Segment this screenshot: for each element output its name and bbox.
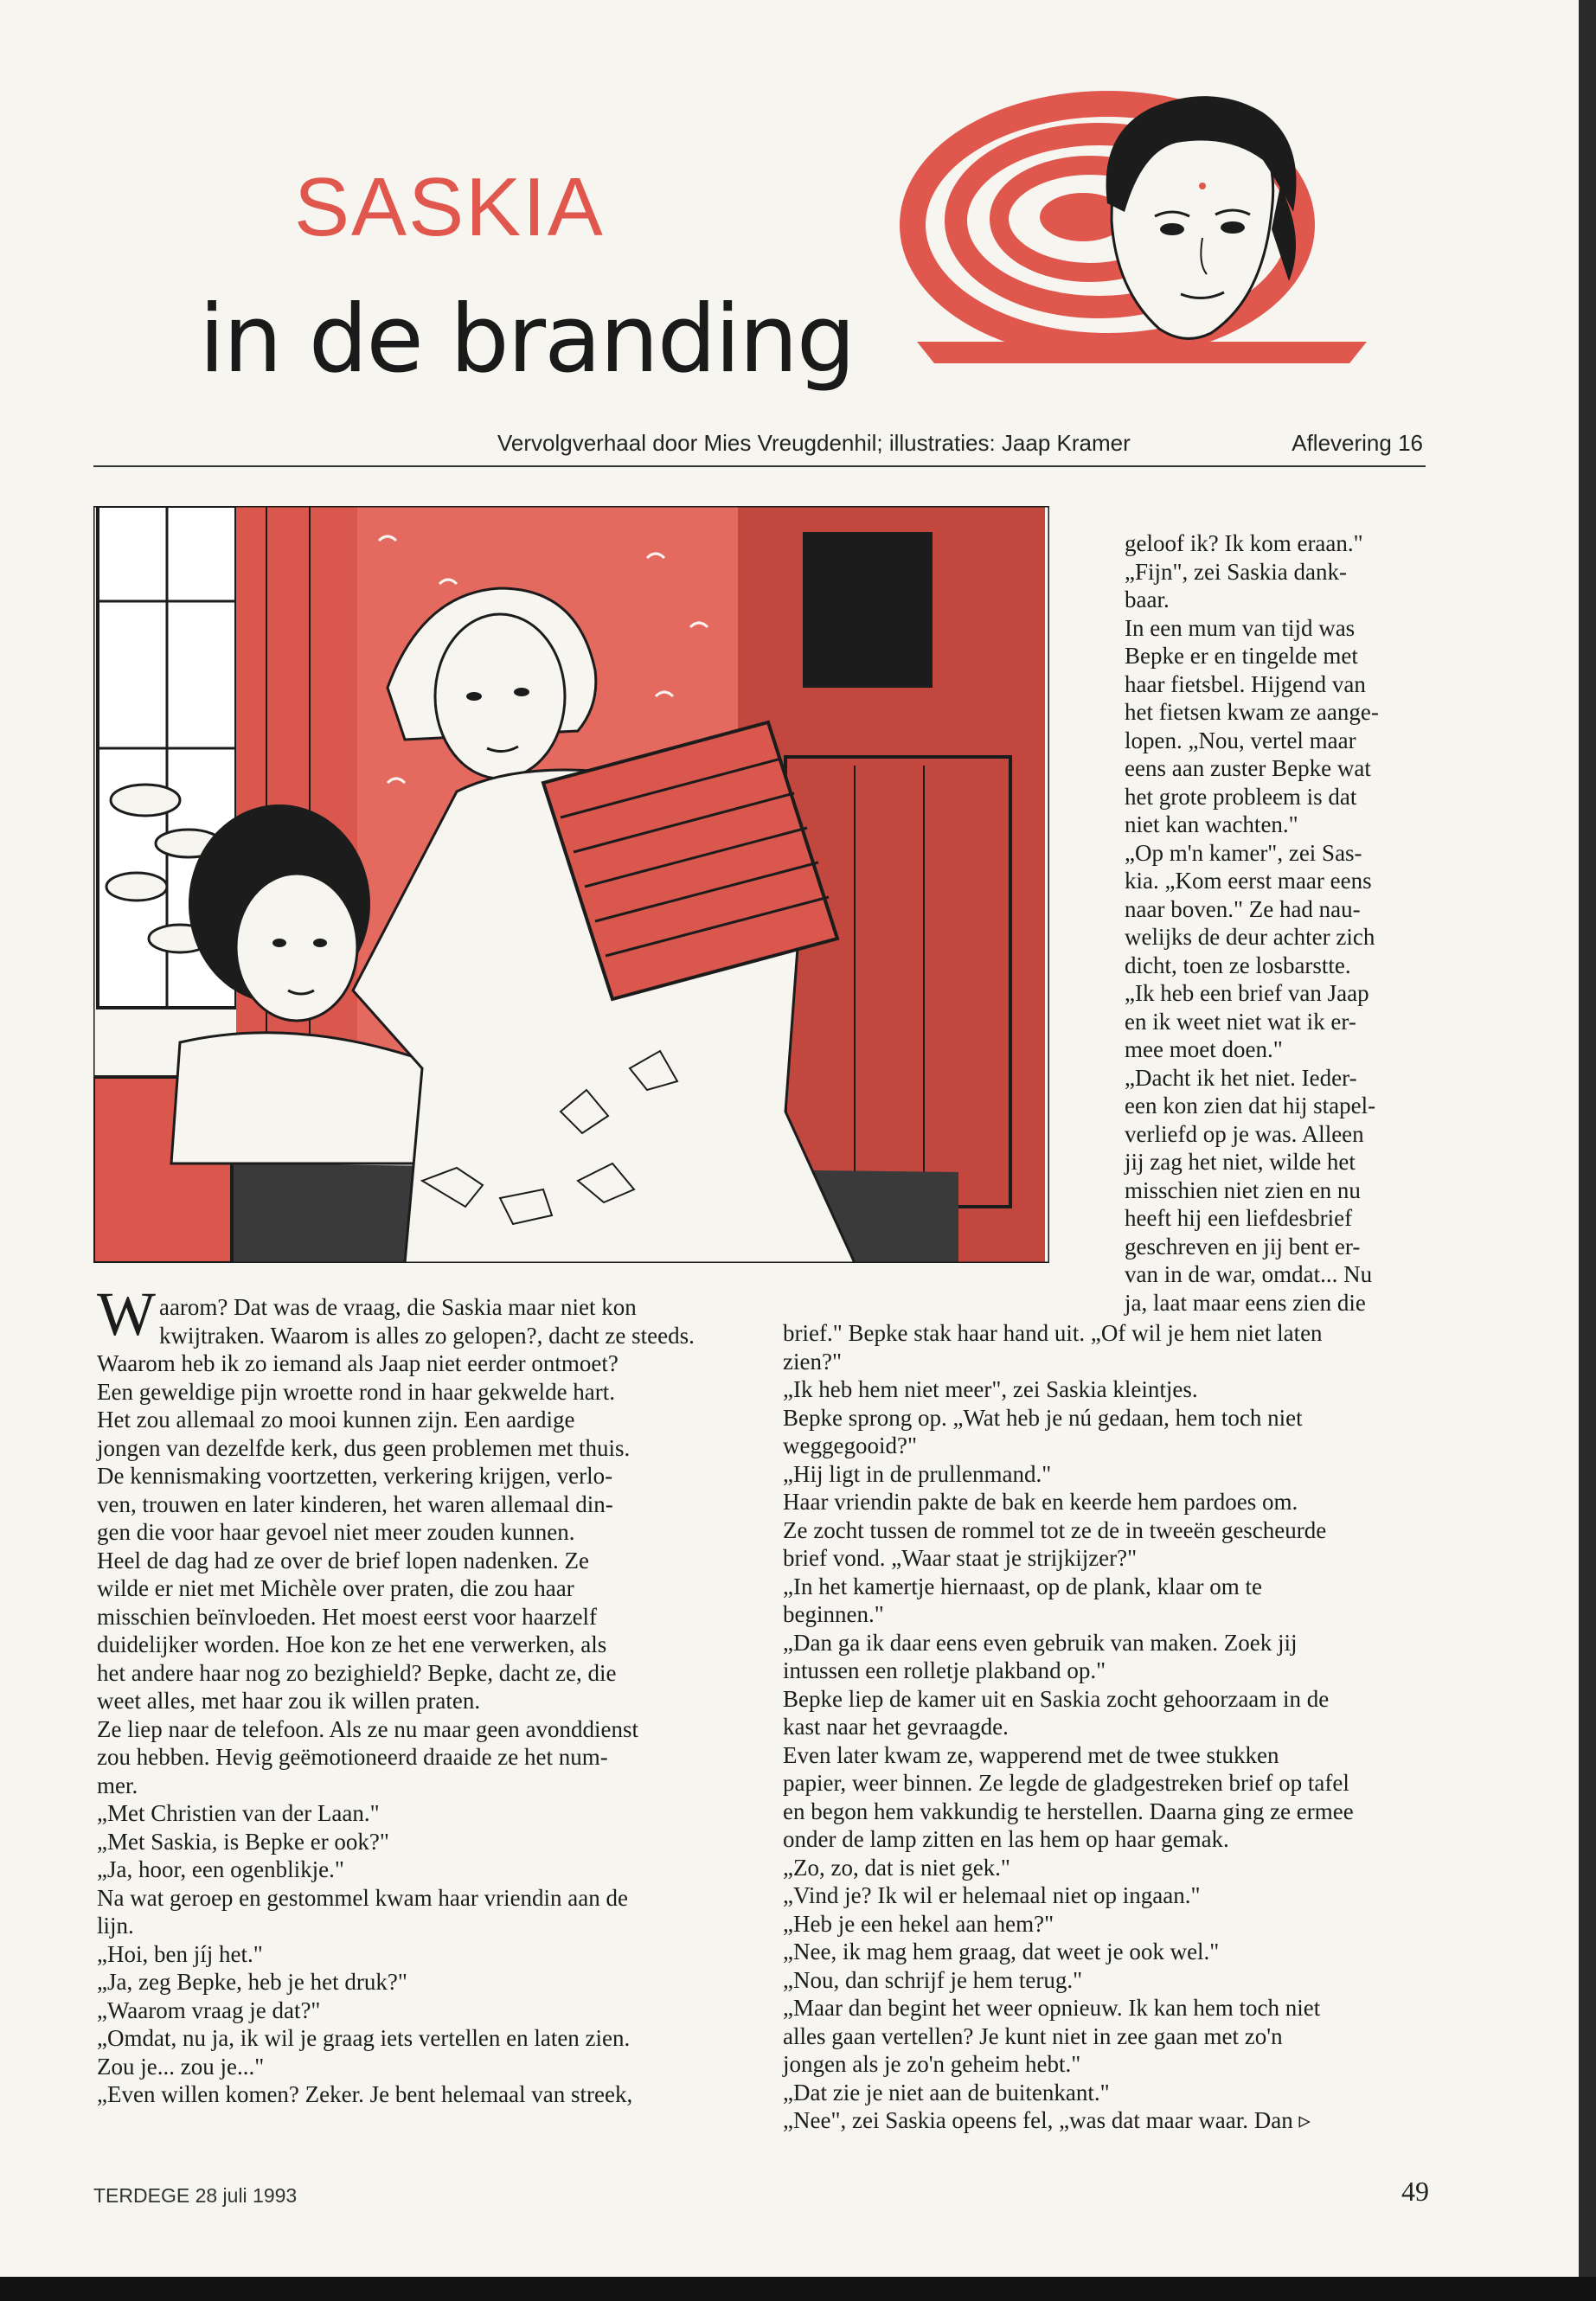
text-line: jongen als je zo'n geheim hebt." <box>783 2051 1081 2077</box>
publication-footer: TERDEGE 28 juli 1993 <box>93 2184 298 2207</box>
text-line: Bepke er en tingelde met <box>1125 643 1358 669</box>
text-line: weet alles, met haar zou ik willen praten. <box>97 1688 481 1714</box>
text-line: „Omdat, nu ja, ik wil je graag iets vertellen en laten zien. <box>97 2025 631 2051</box>
text-line: „Ik heb hem niet meer", zei Saskia kleintjes. <box>783 1376 1198 1402</box>
text-line: niet kan wachten." <box>1125 811 1298 837</box>
text-line: lijn. <box>97 1913 134 1939</box>
title-in-de-branding: in de branding <box>199 285 855 394</box>
text-line: Ze zocht tussen de rommel tot ze de in tweeën gescheurde <box>783 1516 1327 1543</box>
text-line: eens aan zuster Bepke wat <box>1125 755 1371 781</box>
text-line: heeft hij een liefdesbrief <box>1125 1205 1353 1231</box>
text-line: wilde er niet met Michèle over praten, die zou haar <box>97 1575 574 1601</box>
text-line: „Ik heb een brief van Jaap <box>1125 980 1369 1006</box>
drop-cap: W <box>97 1279 156 1349</box>
text-line: dicht, toen ze losbarstte. <box>1125 952 1351 978</box>
text-line: weggegooid?" <box>783 1433 917 1458</box>
text-line: duidelijker worden. Hoe kon ze het ene verwerken, als <box>97 1631 607 1657</box>
text-line: Even later kwam ze, wapperend met de twee stukken <box>783 1741 1279 1768</box>
text-line: Waarom heb ik zo iemand als Jaap niet eerder ontmoet? <box>97 1350 619 1376</box>
text-line: het andere haar nog zo bezighield? Bepke, dacht ze, die <box>97 1659 617 1686</box>
column-left <box>97 1279 713 2109</box>
text-line: Een geweldige pijn wroette rond in haar gekwelde hart. <box>97 1378 616 1405</box>
text-line: misschien niet zien en nu <box>1125 1176 1361 1203</box>
text-line: Bepke sprong op. „Wat heb je nú gedaan, hem toch niet <box>783 1404 1303 1431</box>
text-line: „Maar dan begint het weer opnieuw. Ik kan hem toch niet <box>783 1995 1321 2021</box>
text-line: een kon zien dat hij stapel- <box>1125 1093 1376 1118</box>
text-line: lopen. „Nou, vertel maar <box>1125 727 1356 753</box>
text-line: Het zou allemaal zo mooi kunnen zijn. Een aardige <box>97 1407 575 1433</box>
text-line: zou hebben. Hevig geëmotioneerd draaide ze het num- <box>97 1744 608 1770</box>
text-line: papier, weer binnen. Ze legde de gladgestreken brief op tafel <box>783 1770 1349 1796</box>
text-line: Heel de dag had ze over de brief lopen nadenken. Ze <box>97 1547 589 1574</box>
kitchen-scene-illustration-icon <box>93 506 1049 1263</box>
text-line: In een mum van tijd was <box>1125 614 1356 641</box>
text-line: mee moet doen." <box>1125 1036 1283 1062</box>
text-line: „Zo, zo, dat is niet gek." <box>783 1854 1010 1881</box>
text-line: „In het kamertje hiernaast, op de plank, klaar om te <box>783 1573 1263 1599</box>
text-line: haar fietsbel. Hijgend van <box>1125 670 1366 697</box>
text-line: beginnen." <box>783 1601 884 1627</box>
text-line: „Met Christien van der Laan." <box>97 1800 380 1826</box>
text-line: alles gaan vertellen? Je kunt niet in zee gaan met zo'n <box>783 2022 1283 2049</box>
text-line: „Dat zie je niet aan de buitenkant." <box>783 2079 1110 2106</box>
text-line: „Nee", zei Saskia opeens fel, „was dat maar waar. Dan ▹ <box>783 2107 1311 2133</box>
text-line: „Heb je een hekel aan hem?" <box>783 1910 1054 1937</box>
text-line: brief vond. „Waar staat je strijkijzer?" <box>783 1545 1138 1571</box>
text-line: mer. <box>97 1772 138 1798</box>
text-line: zien?" <box>783 1348 842 1375</box>
text-line: „Hij ligt in de prullenmand." <box>783 1460 1052 1487</box>
text-line: „Dan ga ik daar eens even gebruik van maken. Zoek jij <box>783 1629 1298 1656</box>
text-line: geschreven en jij bent er- <box>1125 1233 1361 1259</box>
text-line: „Met Saskia, is Bepke er ook?" <box>97 1828 389 1855</box>
text-line: van in de war, omdat... Nu <box>1125 1261 1373 1287</box>
text-line: het fietsen kwam ze aange- <box>1125 699 1379 725</box>
column-top-right <box>1125 529 1440 1317</box>
text-line: kia. „Kom eerst maar eens <box>1125 868 1372 894</box>
column-right <box>783 1319 1425 2135</box>
text-line: „Dacht ik het niet. Ieder- <box>1125 1064 1357 1091</box>
text-line: Waarom? Dat was de vraag, die Saskia maar niet kon <box>97 1279 637 1349</box>
text-line: Na wat geroep en gestommel kwam haar vriendin aan de <box>97 1884 629 1911</box>
text-line: „Hoi, ben jíj het." <box>97 1940 263 1967</box>
text-line: „Ja, zeg Bepke, heb je het druk?" <box>97 1969 407 1995</box>
scan-border <box>0 2277 1596 2301</box>
text-line: misschien beïnvloeden. Het moest eerst voor haarzelf <box>97 1603 598 1630</box>
text-line: „Nou, dan schrijf je hem terug." <box>783 1966 1083 1993</box>
text-line: baar. <box>1125 586 1170 612</box>
text-line: geloof ik? Ik kom eraan." <box>1125 530 1363 556</box>
title-saskia: SASKIA <box>294 161 605 253</box>
text-line: gen die voor haar gevoel niet meer zouden kunnen. <box>97 1519 575 1545</box>
text-line: „Waarom vraag je dat?" <box>97 1997 321 2023</box>
text-line: ja, laat maar eens zien die <box>1125 1289 1366 1316</box>
spiral-girl-logo-icon <box>900 82 1384 376</box>
text-line: „Fijn", zei Saskia dank- <box>1125 558 1347 585</box>
text-line: Bepke liep de kamer uit en Saskia zocht gehoorzaam in de <box>783 1685 1330 1712</box>
text-line: jij zag het niet, wilde het <box>1125 1149 1356 1175</box>
text-line: het grote probleem is dat <box>1125 783 1357 810</box>
text-line: kast naar het gevraagde. <box>783 1714 1009 1740</box>
text-line: jongen van dezelfde kerk, dus geen problemen met thuis. <box>97 1434 631 1461</box>
text-line: en ik weet niet wat ik er- <box>1125 1008 1356 1035</box>
text-line: „Ja, hoor, een ogenblikje." <box>97 1856 344 1882</box>
text-line: Ze liep naar de telefoon. Als ze nu maar geen avonddienst <box>97 1715 639 1742</box>
text-line: brief." Bepke stak haar hand uit. „Of wil je hem niet laten <box>783 1320 1323 1346</box>
text-line: onder de lamp zitten en las hem op haar gemak. <box>783 1826 1229 1852</box>
text-line: „Nee, ik mag hem graag, dat weet je ook wel." <box>783 1939 1220 1965</box>
text-line: intussen een rolletje plakband op." <box>783 1657 1106 1683</box>
text-line: verliefd op je was. Alleen <box>1125 1120 1364 1147</box>
text-line: kwijtraken. Waarom is alles zo gelopen?, dacht ze steeds. <box>158 1322 695 1349</box>
text-line: en begon hem vakkundig te herstellen. Daarna ging ze ermee <box>783 1798 1354 1824</box>
text-line: „Op m'n kamer", zei Sas- <box>1125 839 1362 866</box>
text-line: Zou je... zou je..." <box>97 2053 265 2080</box>
text-line: Haar vriendin pakte de bak en keerde hem pardoes om. <box>783 1489 1298 1515</box>
header-rule <box>93 465 1426 467</box>
text-line: welijks de deur achter zich <box>1125 924 1375 950</box>
text-line: „Even willen komen? Zeker. Je bent helemaal van streek, <box>97 2081 633 2107</box>
episode-number: Aflevering 16 <box>1292 430 1423 456</box>
text-line: ven, trouwen en later kinderen, het waren allemaal din- <box>97 1490 613 1517</box>
byline: Vervolgverhaal door Mies Vreugdenhil; illustraties: Jaap Kramer <box>497 430 1131 456</box>
page-number: 49 <box>1401 2176 1429 2207</box>
text-line: „Vind je? Ik wil er helemaal niet op ingaan." <box>783 1882 1201 1908</box>
text-line: De kennismaking voortzetten, verkering krijgen, verlo- <box>97 1463 613 1489</box>
text-line: naar boven." Ze had nau- <box>1125 895 1361 922</box>
